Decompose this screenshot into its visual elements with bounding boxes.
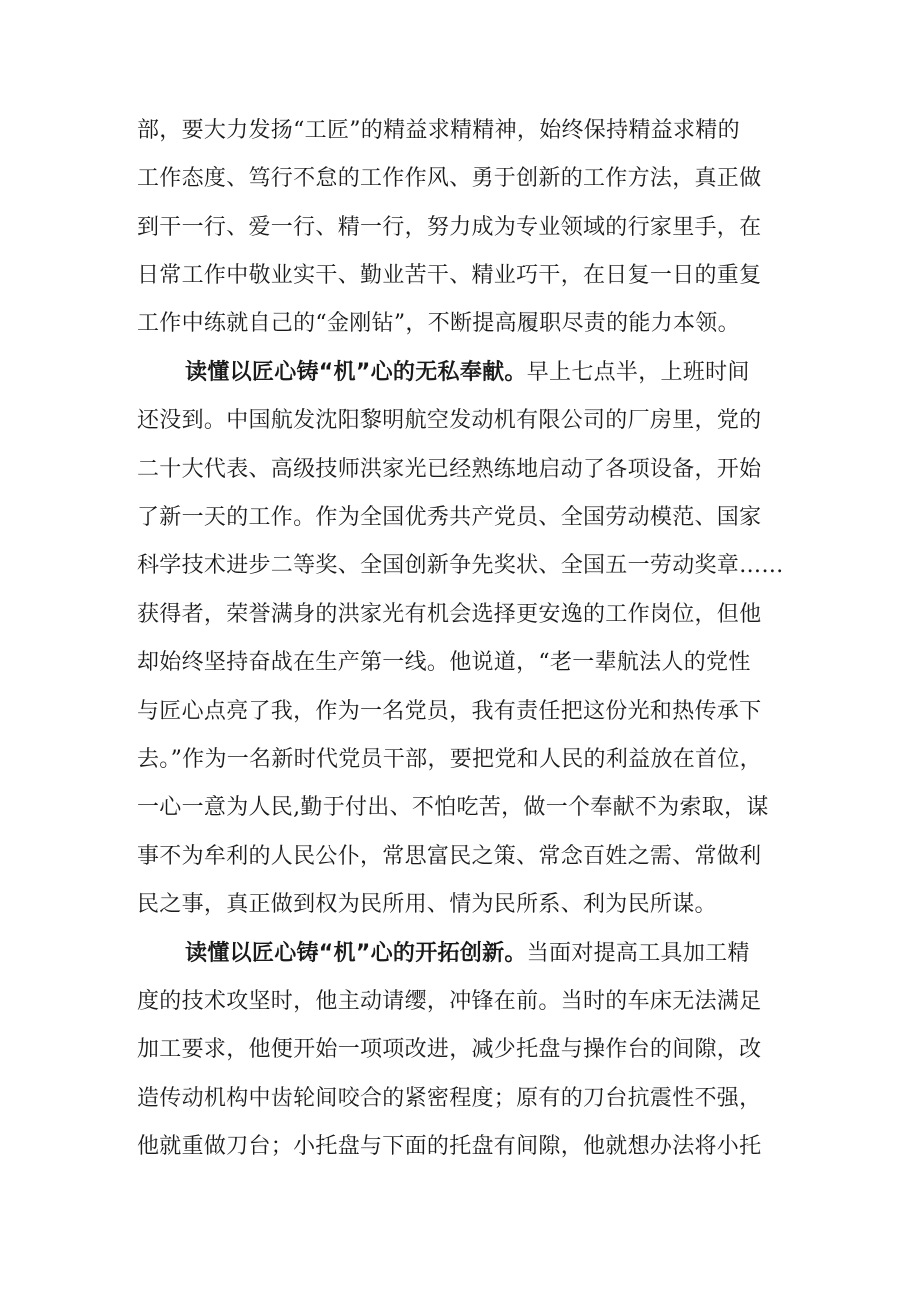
paragraph-2-line-4: 了新一天的工作。作为全国优秀共产党员、全国劳动模范、国家 bbox=[137, 505, 762, 530]
paragraph-2-line-5: 科学技术进步二等奖、全国创新争先奖状、全国五一劳动奖章…… bbox=[137, 553, 784, 578]
paragraph-2-line-8: 与匠心点亮了我，作为一名党员，我有责任把这份光和热传承下 bbox=[137, 699, 762, 724]
paragraph-1-line-5: 工作中练就自己的“金刚钻”，不断提高履职尽责的能力本领。 bbox=[137, 311, 740, 336]
paragraph-3-line-5: 他就重做刀台；小托盘与下面的托盘有间隙，他就想办法将小托 bbox=[137, 1134, 762, 1159]
paragraph-1-line-4: 日常工作中敬业实干、勤业苦干、精业巧干，在日复一日的重复 bbox=[137, 263, 762, 288]
paragraph-2-line-10: 一心一意为人民,勤于付出、不怕吃苦，做一个奉献不为索取，谋 bbox=[137, 795, 769, 820]
paragraph-2-first-line bbox=[185, 350, 797, 396]
paragraph-1-line-1: 部，要大力发扬“工匠”的精益求精精神，始终保持精益求精的 bbox=[137, 118, 740, 143]
paragraph-2-line-9: 去。”作为一名新时代党员干部，要把党和人民的利益放在首位， bbox=[137, 747, 762, 772]
paragraph-2-line-2: 还没到。中国航发沈阳黎明航空发动机有限公司的厂房里，党的 bbox=[137, 408, 762, 433]
paragraph-2-line-12: 民之事，真正做到权为民所用、情为民所系、利为民所谋。 bbox=[137, 892, 717, 917]
paragraph-2-first-line-text: 早上七点半，上班时间 bbox=[526, 360, 750, 385]
paragraph-3-first-line bbox=[185, 931, 797, 977]
paragraph-1-line-2: 工作态度、笃行不怠的工作作风、勇于创新的工作方法，真正做 bbox=[137, 166, 762, 191]
paragraph-3-line-2: 度的技术攻坚时，他主动请缨，冲锋在前。当时的车床无法满足 bbox=[137, 989, 762, 1014]
paragraph-3-first-line-text: 当面对提高工具加工精 bbox=[526, 941, 750, 966]
paragraph-2-line-11: 事不为牟利的人民公仆，常思富民之策、常念百姓之需、常做利 bbox=[137, 844, 762, 869]
paragraph-2-line-6: 获得者，荣誉满身的洪家光有机会选择更安逸的工作岗位，但他 bbox=[137, 602, 762, 627]
paragraph-2-line-7: 却始终坚持奋战在生产第一线。他说道，“老一辈航法人的党性 bbox=[137, 650, 751, 675]
paragraph-3-heading: 读懂以匠心铸“机”心的开拓创新。 bbox=[185, 941, 527, 966]
paragraph-3-line-4: 造传动机构中齿轮间咬合的紧密程度；原有的刀台抗震性不强， bbox=[137, 1086, 762, 1111]
paragraph-2-line-3: 二十大代表、高级技师洪家光已经熟练地启动了各项设备，开始 bbox=[137, 457, 762, 482]
paragraph-2-heading: 读懂以匠心铸“机”心的无私奉献。 bbox=[185, 360, 527, 385]
paragraph-1-line-3: 到干一行、爱一行、精一行，努力成为专业领域的行家里手，在 bbox=[137, 215, 762, 240]
paragraph-3-line-3: 加工要求，他便开始一项项改进，减少托盘与操作台的间隙，改 bbox=[137, 1037, 762, 1062]
